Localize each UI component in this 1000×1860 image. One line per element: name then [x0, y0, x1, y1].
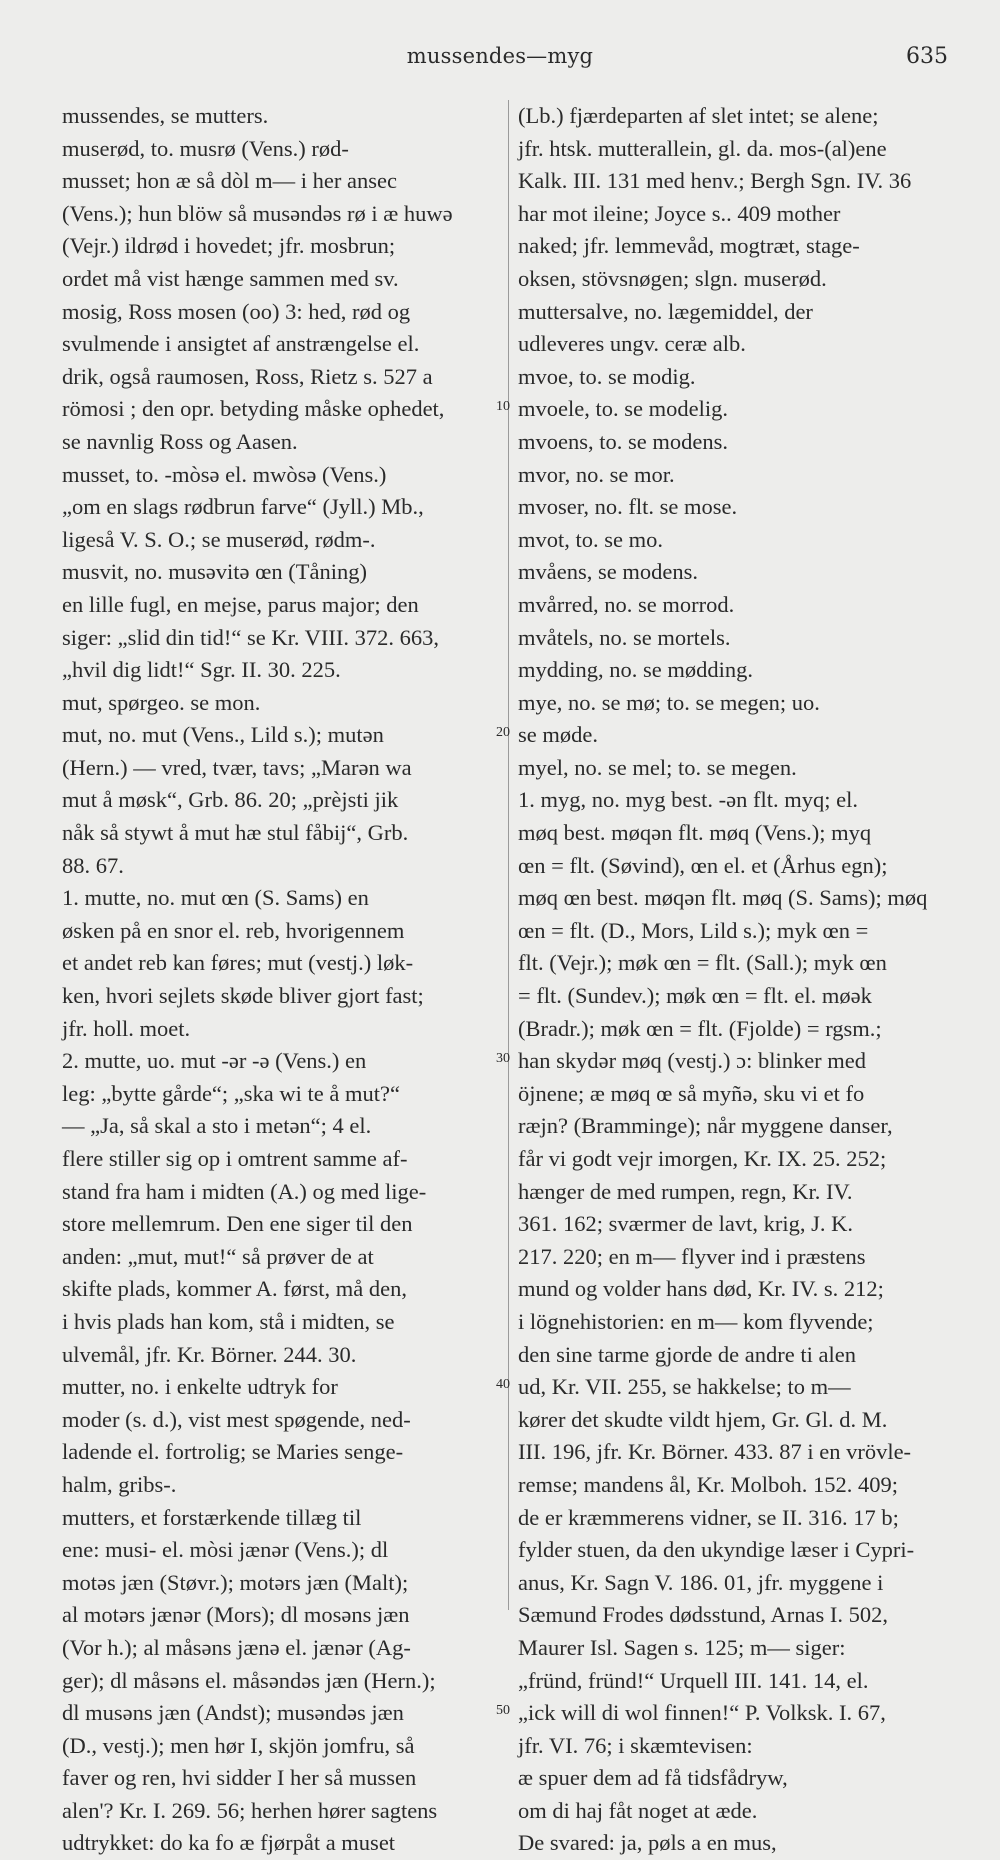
right-column [518, 100, 958, 1860]
text-line: siger: „slid din tid!“ se Kr. VIII. 372. 663, [62, 624, 440, 650]
text-line: jfr. holl. moet. [62, 1015, 191, 1041]
text-line: mye, no. se mø; to. se megen; uo. [518, 689, 820, 715]
text-line: musvit, no. musəvitə œn (Tåning) [62, 559, 367, 585]
text-line: hænger de med rumpen, regn, Kr. IV. [518, 1178, 853, 1204]
text-line: de er kræmmerens vidner, se II. 316. 17 b; [518, 1504, 899, 1530]
text-line: en lille fugl, en mejse, parus major; den [62, 591, 419, 617]
page-number: 635 [906, 44, 948, 69]
line-number: 10 [496, 399, 510, 415]
line-number: 30 [496, 1051, 510, 1067]
text-line: drik, også raumosen, Ross, Rietz s. 527 a [62, 363, 433, 389]
left-column [62, 100, 500, 1860]
text-line: ordet må vist hænge sammen med sv. [62, 265, 399, 291]
text-line: stand fra ham i midten (A.) og med lige- [62, 1178, 427, 1204]
text-line: om di haj fåt noget at æde. [518, 1797, 758, 1823]
text-line: muserød, to. musrø (Vens.) rød- [62, 135, 349, 161]
text-line: ud, Kr. VII. 255, se hakkelse; to m— [518, 1374, 851, 1400]
text-line: 217. 220; en m— flyver ind i præstens [518, 1243, 866, 1269]
text-line: møq best. møqən flt. møq (Vens.); myq [518, 820, 872, 846]
text-line: anus, Kr. Sagn V. 186. 01, jfr. myggene i [518, 1569, 884, 1595]
text-line: ene: musi- el. mòsi jænər (Vens.); dl [62, 1537, 389, 1563]
text-line: et andet reb kan føres; mut (vestj.) løk- [62, 950, 414, 976]
line-number: 40 [496, 1377, 510, 1393]
text-line: mund og volder hans død, Kr. IV. s. 212; [518, 1276, 884, 1302]
text-line: muttersalve, no. lægemiddel, der [518, 298, 813, 324]
text-line: (D., vestj.); men hør I, skjön jomfru, så [62, 1732, 415, 1758]
text-line: mutter, no. i enkelte udtryk for [62, 1374, 338, 1400]
text-line: svulmende i ansigtet af anstrængelse el. [62, 331, 420, 357]
text-line: anden: „mut, mut!“ så prøver de at [62, 1243, 374, 1269]
text-line: naked; jfr. lemmevåd, mogtræt, stage- [518, 233, 860, 259]
text-line: mvårred, no. se morrod. [518, 591, 735, 617]
text-line: leg: „bytte gårde“; „ska wi te å mut?“ [62, 1080, 400, 1106]
text-line: (Hern.) — vred, tvær, tavs; „Marən wa [62, 754, 412, 780]
text-line: De svared: ja, pøls a en mus, [518, 1830, 777, 1856]
text-line: moder (s. d.), vist mest spøgende, ned- [62, 1406, 411, 1432]
text-line: kører det skudte vildt hjem, Gr. Gl. d. M. [518, 1406, 888, 1432]
text-line: 1. myg, no. myg best. -ən flt. myq; el. [518, 787, 858, 813]
text-line: 88. 67. [62, 852, 124, 878]
text-line: halm, gribs-. [62, 1471, 177, 1497]
text-line: jfr. VI. 76; i skæmtevisen: [518, 1732, 753, 1758]
text-line: udtrykket: do ka fo æ fjørpåt a muset [62, 1830, 396, 1856]
text-line: musset; hon æ så dòl m— i her ansec [62, 168, 397, 194]
text-line: mosig, Ross mosen (oo) 3: hed, rød og [62, 298, 411, 324]
text-line: mvoens, to. se modens. [518, 428, 728, 454]
text-line: musset, to. -mòsə el. mwòsə (Vens.) [62, 461, 387, 487]
text-line: mvoe, to. se modig. [518, 363, 696, 389]
text-line: ladende el. fortrolig; se Maries senge- [62, 1439, 404, 1465]
text-line: — „Ja, så skal a sto i metən“; 4 el. [62, 1113, 372, 1139]
text-line: 361. 162; sværmer de lavt, krig, J. K. [518, 1211, 853, 1237]
text-line: = flt. (Sundev.); møk œn = flt. el. møək [518, 983, 872, 1009]
text-line: faver og ren, hvi sidder I her så mussen [62, 1765, 417, 1791]
text-line: møq œn best. møqən flt. møq (S. Sams); møq [518, 885, 928, 911]
text-line: mvor, no. se mor. [518, 461, 675, 487]
text-line: „fründ, fründ!“ Urquell III. 141. 14, el. [518, 1667, 869, 1693]
text-line: flere stiller sig op i omtrent samme af- [62, 1146, 408, 1171]
text-line: „ick will di wol finnen!“ P. Volksk. I. 67, [518, 1700, 886, 1726]
text-line: se navnlig Ross og Aasen. [62, 428, 298, 454]
text-line: jfr. htsk. mutterallein, gl. da. mos-(al)ene [518, 135, 887, 161]
line-number: 50 [496, 1703, 510, 1719]
text-line: mvåtels, no. se mortels. [518, 624, 731, 650]
text-line: mvot, to. se mo. [518, 526, 663, 552]
text-line: ligeså V. S. O.; se muserød, rødm-. [62, 526, 376, 552]
text-line: Sæmund Frodes dødsstund, Arnas I. 502, [518, 1602, 889, 1628]
text-line: (Vor h.); al måsəns jænə el. jænər (Ag- [62, 1634, 411, 1660]
text-line: mut, no. mut (Vens., Lild s.); mutən [62, 722, 384, 748]
text-line: øsken på en snor el. reb, hvorigennem [62, 917, 405, 943]
text-line: mydding, no. se mødding. [518, 657, 753, 683]
text-line: œn = flt. (D., Mors, Lild s.); myk œn = [518, 917, 869, 943]
text-line: „om en slags rødbrun farve“ (Jyll.) Mb., [62, 494, 424, 520]
text-line: mut, spørgeo. se mon. [62, 689, 261, 715]
text-line: fylder stuen, da den ukyndige læser i Cypri- [518, 1537, 915, 1563]
text-line: (Vejr.) ildrød i hovedet; jfr. mosbrun; [62, 233, 396, 259]
line-number: 20 [496, 725, 510, 741]
text-line: Maurer Isl. Sagen s. 125; m— siger: [518, 1634, 846, 1660]
text-line: flt. (Vejr.); møk œn = flt. (Sall.); myk œn [518, 950, 887, 976]
text-line: öjnene; æ møq œ så myñə, sku vi et fo [518, 1080, 865, 1106]
text-line: ulvemål, jfr. Kr. Börner. 244. 30. [62, 1341, 357, 1367]
text-line: skifte plads, kommer A. først, må den, [62, 1276, 407, 1302]
text-line: ken, hvori sejlets skøde bliver gjort fast; [62, 983, 424, 1009]
running-head: mussendes—myg [406, 44, 594, 68]
text-line: i lögnehistorien: en m— kom flyvende; [518, 1308, 874, 1334]
text-line: œn = flt. (Søvind), œn el. et (Århus egn); [518, 852, 888, 878]
text-line: ræjn? (Bramminge); når myggene danser, [518, 1113, 893, 1139]
text-line: 2. mutte, uo. mut -ər -ə (Vens.) en [62, 1048, 367, 1074]
text-line: (Lb.) fjærdeparten af slet intet; se alene; [518, 103, 879, 128]
text-line: Kalk. III. 131 med henv.; Bergh Sgn. IV. 36 [518, 168, 912, 194]
text-line: 1. mutte, no. mut œn (S. Sams) en [62, 885, 369, 911]
text-line: ger); dl måsəns el. måsəndəs jæn (Hern.); [62, 1667, 436, 1693]
text-line: får vi godt vejr imorgen, Kr. IX. 25. 252; [518, 1146, 887, 1171]
text-line: myel, no. se mel; to. se megen. [518, 754, 797, 780]
text-line: se møde. [518, 722, 598, 748]
text-line: dl musəns jæn (Andst); musəndəs jæn [62, 1700, 404, 1726]
text-line: den sine tarme gjorde de andre ti alen [518, 1341, 856, 1367]
text-line: oksen, stövsnøgen; slgn. muserød. [518, 265, 827, 291]
text-line: motəs jæn (Støvr.); motərs jæn (Malt); [62, 1569, 409, 1595]
text-line: römosi ; den opr. betyding måske ophedet, [62, 396, 445, 422]
text-line: mussendes, se mutters. [62, 103, 269, 128]
text-line: mut å møsk“, Grb. 86. 20; „prèjsti jik [62, 787, 399, 813]
text-line: remse; mandens ål, Kr. Molboh. 152. 409; [518, 1471, 898, 1497]
text-line: mutters, et forstærkende tillæg til [62, 1504, 362, 1530]
text-line: mvoser, no. flt. se mose. [518, 494, 738, 520]
text-line: „hvil dig lidt!“ Sgr. II. 30. 225. [62, 657, 341, 683]
text-line: har mot ileine; Joyce s.. 409 mother [518, 200, 841, 226]
text-line: mvåens, se modens. [518, 559, 698, 585]
page-header [0, 44, 1000, 74]
text-line: al motərs jænər (Mors); dl mosəns jæn [62, 1602, 410, 1628]
text-line: alen'? Kr. I. 269. 56; herhen hører sagtens [62, 1797, 438, 1823]
text-line: (Vens.); hun blöw så musəndəs rø i æ huwə [62, 200, 453, 226]
text-line: i hvis plads han kom, stå i midten, se [62, 1308, 395, 1334]
text-line: store mellemrum. Den ene siger til den [62, 1211, 413, 1237]
text-line: udleveres ungv. ceræ alb. [518, 331, 746, 357]
text-line: nåk så stywt å mut hæ stul fåbij“, Grb. [62, 820, 409, 846]
text-line: mvoele, to. se modelig. [518, 396, 728, 422]
text-line: æ spuer dem ad få tidsfådryw, [518, 1765, 788, 1791]
text-line: III. 196, jfr. Kr. Börner. 433. 87 i en vrövle- [518, 1439, 912, 1465]
text-line: (Bradr.); møk œn = flt. (Fjolde) = rgsm.; [518, 1015, 882, 1041]
text-line: han skydər møq (vestj.) ɔ: blinker med [518, 1048, 867, 1074]
